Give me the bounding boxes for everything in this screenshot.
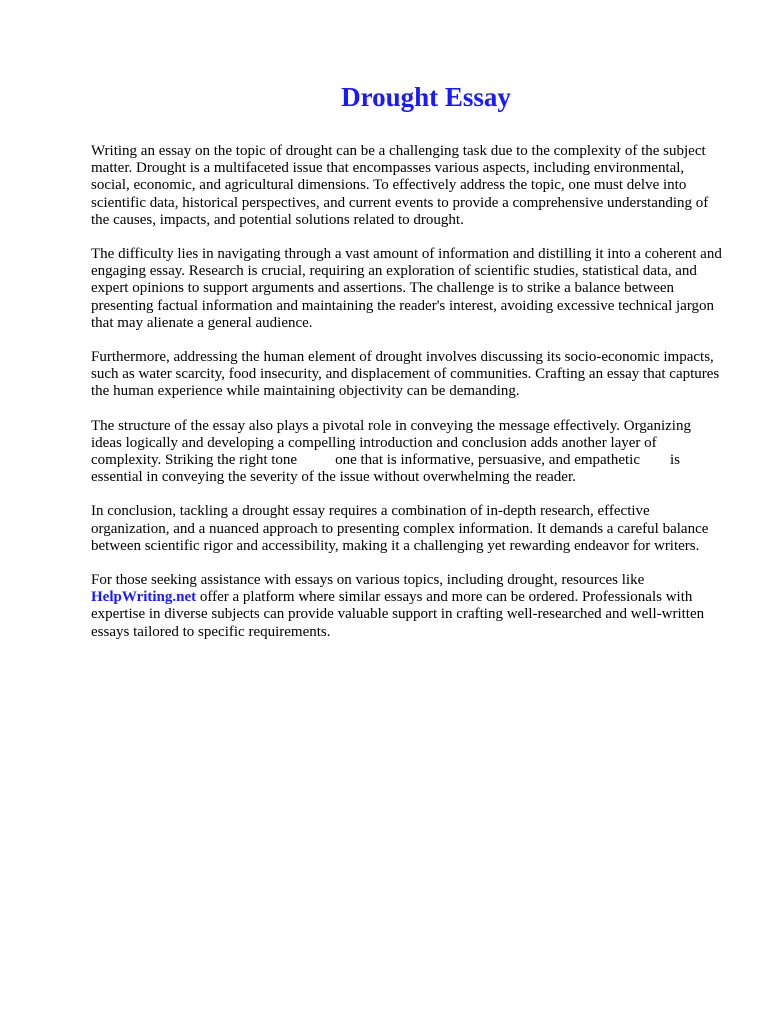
paragraph-resources-before-link: For those seeking assistance with essays on various topics, including drought, resources like (91, 572, 645, 589)
paragraph-structure-part-3: is essential in conveying the severity of the issue without overwhelming the reader. (91, 452, 681, 486)
paragraph-structure-part-1: The structure of the essay also plays a pivotal role in conveying the message effectively. Organizing ideas logically and developing a compelling introduction and conclusion adds another layer of complexity. Striking the right tone (91, 417, 691, 469)
paragraph-structure (91, 418, 724, 487)
helpwriting-link[interactable]: HelpWriting.net (91, 589, 197, 606)
paragraph-difficulty: The difficulty lies in navigating through a vast amount of information and distilling it into a coherent and engaging essay. Research is crucial, requiring an exploration of scientific studies, statistical data, and expert opinions to support arguments and assertions. The challenge is to strike a balance between presenting factual information and maintaining the reader's interest, avoiding excessive technical jargon that may alienate a general audience. (91, 246, 722, 331)
paragraph-conclusion: In conclusion, tackling a drought essay requires a combination of in-depth research, effective organization, and a nuanced approach to presenting complex information. It demands a careful balance between scientific rigor and accessibility, making it a challenging yet rewarding endeavor for writers. (91, 503, 709, 554)
paragraph-structure-part-2: one that is informative, persuasive, and empathetic (335, 452, 640, 469)
document-title: Drought Essay (341, 82, 511, 112)
paragraph-resources (91, 572, 724, 641)
paragraph-intro: Writing an essay on the topic of drought can be a challenging task due to the complexity of the subject matter. Drought is a multifaceted issue that encompasses various aspects, including environmental, social, economic, and agricultural dimensions. To effectively address the topic, one must delve into scientific data, historical perspectives, and current events to provide a comprehensive understanding of the causes, impacts, and potential solutions related to drought. (91, 143, 709, 228)
paragraph-human-element: Furthermore, addressing the human element of drought involves discussing its socio-economic impacts, such as water scarcity, food insecurity, and displacement of communities. Crafting an essay that captures the human experience while maintaining objectivity can be demanding. (91, 349, 720, 400)
paragraph-resources-after-link: offer a platform where similar essays and more can be ordered. Professionals with expertise in diverse subjects can provide valuable support in crafting well-researched and well-written essays tailored to specific requirements. (91, 589, 705, 640)
